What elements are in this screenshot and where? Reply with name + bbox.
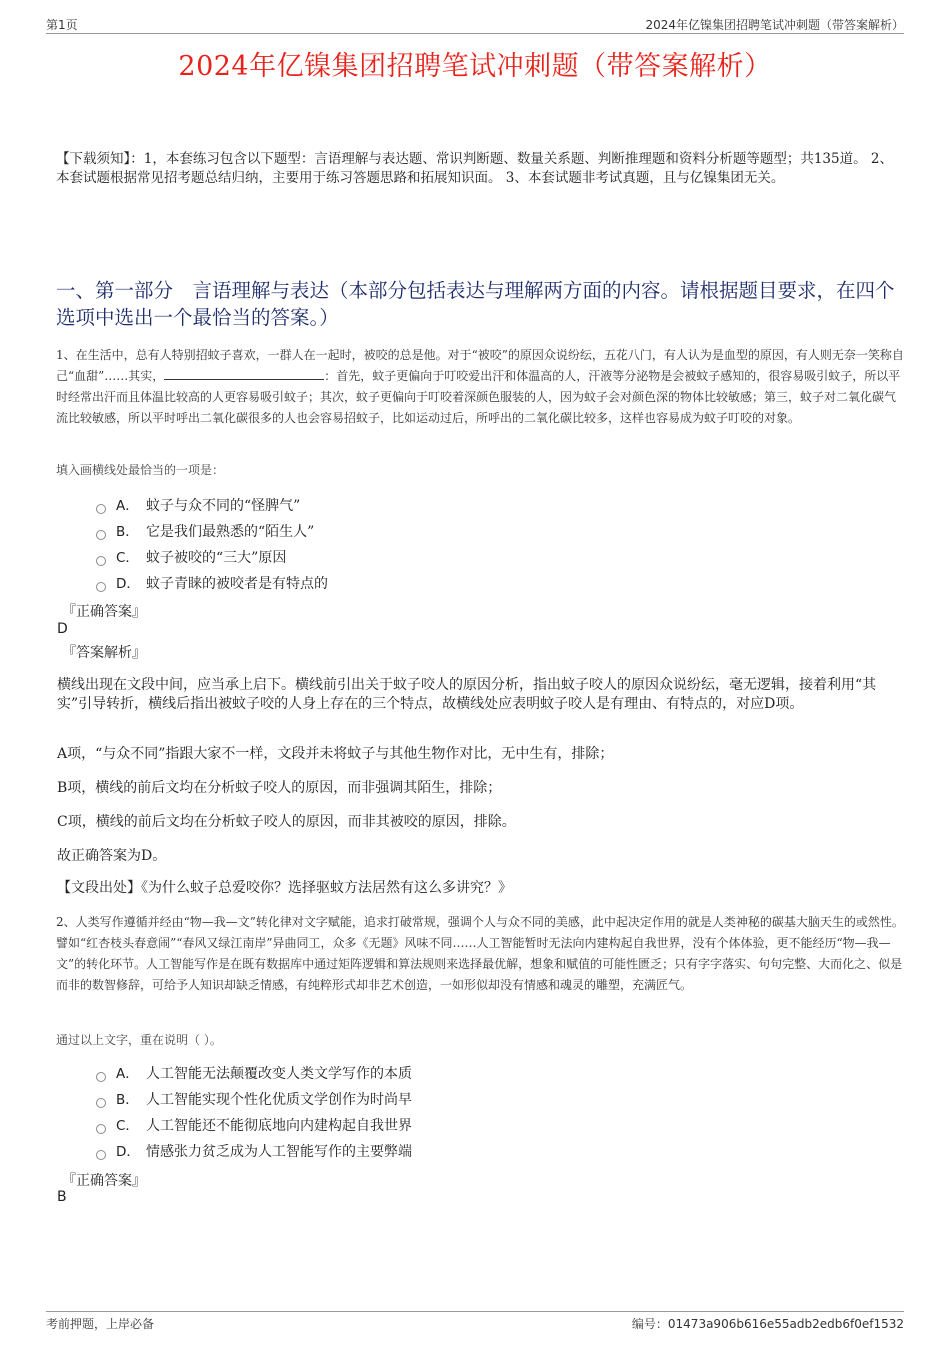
fill-blank-line	[164, 367, 324, 380]
option-d[interactable]	[96, 571, 904, 597]
page-number: 第1页	[46, 18, 78, 32]
option-b[interactable]	[96, 519, 904, 545]
radio-button[interactable]	[96, 1150, 106, 1160]
page-header	[46, 14, 904, 34]
question-2-options	[96, 1061, 904, 1165]
option-letter: B．	[116, 524, 139, 540]
option-letter: D．	[116, 576, 140, 592]
radio-button[interactable]	[96, 582, 106, 592]
option-letter: A．	[116, 1066, 139, 1082]
option-text: 人工智能无法颠覆改变人类文学写作的本质	[146, 1066, 412, 1082]
option-text: 蚊子青睐的被咬者是有特点的	[146, 576, 328, 592]
option-text: 人工智能实现个性化优质文学创作为时尚早	[146, 1092, 412, 1108]
analysis-option-a: A项，“与众不同”指跟大家不一样，文段并未将蚊子与其他生物作对比，无中生有，排除；	[57, 746, 614, 762]
radio-button[interactable]	[96, 1098, 106, 1108]
correct-answer-label: 『正确答案』	[62, 604, 146, 620]
option-letter: D．	[116, 1144, 140, 1160]
question-2-prompt: 通过以上文字，重在说明（ ）。	[56, 1033, 222, 1047]
option-letter: A．	[116, 498, 139, 514]
option-text: 人工智能还不能彻底地向内建构起自我世界	[146, 1118, 412, 1134]
option-a[interactable]	[96, 493, 904, 519]
radio-button[interactable]	[96, 1072, 106, 1082]
option-a[interactable]	[96, 1061, 904, 1087]
radio-button[interactable]	[96, 1124, 106, 1134]
radio-button[interactable]	[96, 556, 106, 566]
analysis-conclusion: 故正确答案为D。	[57, 848, 167, 864]
radio-button[interactable]	[96, 504, 106, 514]
header-doc-title: 2024年亿镍集团招聘笔试冲刺题（带答案解析）	[645, 18, 904, 32]
page-title: 2024年亿镍集团招聘笔试冲刺题（带答案解析）	[178, 51, 772, 82]
correct-answer: D	[57, 621, 68, 637]
analysis-option-c: C项，横线的前后文均在分析蚊子咬人的原因，而非其被咬的原因，排除。	[57, 814, 516, 830]
option-text: 蚊子被咬的“三大”原因	[146, 550, 287, 566]
option-b[interactable]	[96, 1087, 904, 1113]
option-letter: C．	[116, 1118, 139, 1134]
option-letter: B．	[116, 1092, 139, 1108]
radio-button[interactable]	[96, 530, 106, 540]
source-citation: 【文段出处】《为什么蚊子总爱咬你？选择驱蚊方法居然有这么多讲究？》	[57, 880, 512, 896]
option-d[interactable]	[96, 1139, 904, 1165]
correct-answer: B	[57, 1189, 67, 1205]
question-1-text	[56, 345, 904, 429]
question-1-text-part-a: 1、在生活中，总有人特别招蚊子喜欢，一群人在一起时，被咬的总是他。对于“被咬”的原因众说纷纭，五花八门，有人认为是血型的原因，有人则无奈一笑称自己“血甜”……其实，	[56, 348, 904, 383]
option-text: 蚊子与众不同的“怪脾气”	[146, 498, 301, 514]
page-footer	[46, 1311, 904, 1332]
question-1-options	[96, 493, 904, 597]
question-1-prompt: 填入画横线处最恰当的一项是：	[56, 463, 225, 477]
section-heading: 一、第一部分 言语理解与表达（本部分包括表达与理解两方面的内容。请根据题目要求，在四个选项中选出一个最恰当的答案。）	[56, 279, 895, 329]
option-text: 它是我们最熟悉的“陌生人”	[146, 524, 315, 540]
option-text: 情感张力贫乏成为人工智能写作的主要弊端	[146, 1144, 412, 1160]
analysis-paragraph: 横线出现在文段中间，应当承上启下。横线前引出关于蚊子咬人的原因分析，指出蚊子咬人的原因众说纷纭，毫无逻辑，接着利用“其实”引导转折，横线后指出被蚊子咬的人身上存在的三个特点，故横线处应表明蚊子咬人是有理由、有特点的，对应D项。	[57, 677, 877, 712]
option-c[interactable]	[96, 545, 904, 571]
analysis-label: 『答案解析』	[62, 645, 146, 661]
footer-slogan: 考前押题，上岸必备	[46, 1317, 155, 1331]
footer-doc-id: 编号：01473a906b616e55adb2edb6f0ef1532	[631, 1317, 904, 1331]
option-c[interactable]	[96, 1113, 904, 1139]
analysis-option-b: B项，横线的前后文均在分析蚊子咬人的原因，而非强调其陌生，排除；	[57, 780, 502, 796]
question-2-text: 2、人类写作遵循并经由“物—我—文”转化律对文字赋能，追求打破常规，强调个人与众不同的美感，此中起决定作用的就是人类神秘的碳基大脑天生的或然性。譬如“红杏枝头春意闹”“春风又绿江南岸”异曲同工，众多《无题》风味不同……人工智能暂时无法向内建构起自我世界，没有个体体验，更不能经历“物—我—文”的转化环节。人工智能写作是在既有数据库中通过矩阵逻辑和算法规则来选择最优解，想象和赋值的可能性匮乏；只有字字落实、句句完整、大而化之、似是而非的数智修辞，可给予人知识却缺乏情感，有纯粹形式却非艺术创造，一如形似却没有情感和魂灵的雕塑，充满匠气。	[56, 915, 904, 992]
correct-answer-label: 『正确答案』	[62, 1173, 146, 1189]
question-1-text-part-b: ：首先，蚊子更偏向于叮咬爱出汗和体温高的人，汗液等分泌物是会被蚊子感知的，很容易吸引蚊子，所以平时经常出汗而且体温比较高的人更容易吸引蚊子；其次，蚊子更偏向于叮咬着深颜色服装的人，因为蚊子会对颜色深的物体比较敏感；第三，蚊子对二氧化碳气流比较敏感，所以平时呼出二氧化碳很多的人也会容易招蚊子，比如运动过后，所呼出的二氧化碳比较多，这样也容易成为蚊子叮咬的对象。	[56, 369, 901, 425]
option-letter: C．	[116, 550, 139, 566]
download-notice: 【下载须知】：1，本套练习包含以下题型：言语理解与表达题、常识判断题、数量关系题、判断推理题和资料分析题等题型；共135道。 2、本套试题根据常见招考题总结归纳，主要用于练习答题思路和拓展知识面。 3、本套试题非考试真题，且与亿镍集团无关。	[56, 151, 893, 186]
